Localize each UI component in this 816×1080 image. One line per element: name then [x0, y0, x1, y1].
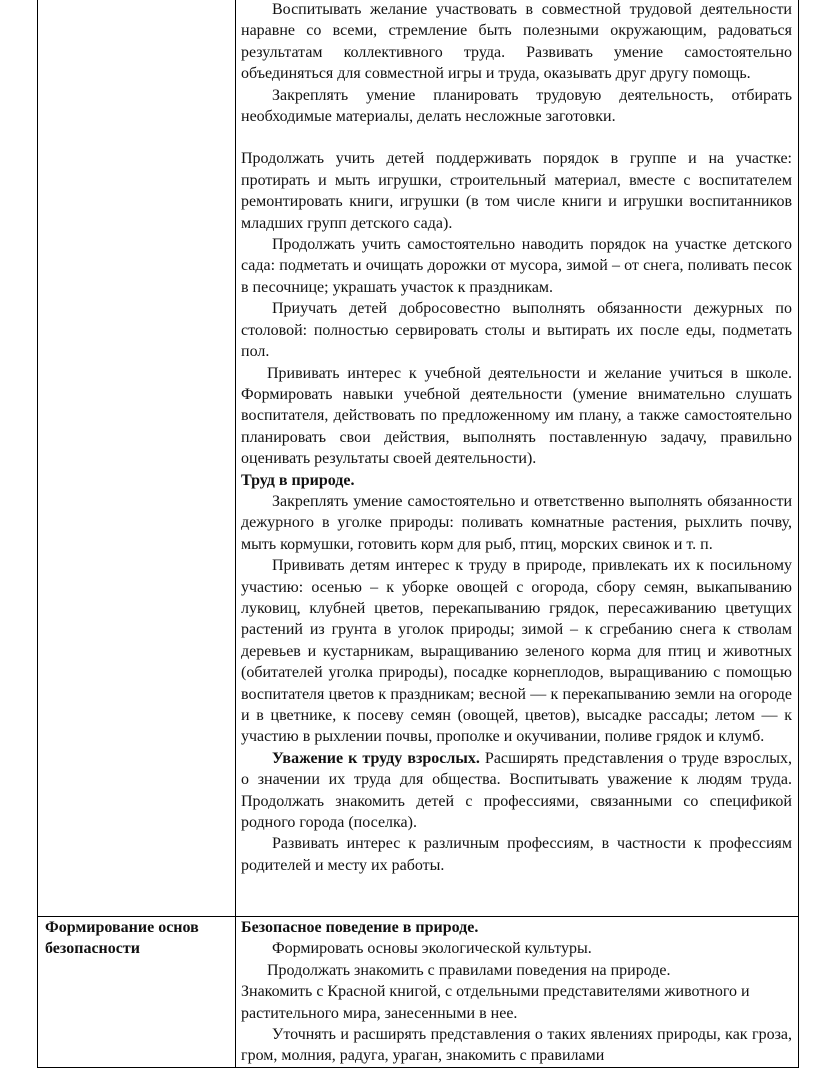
- paragraph: [241, 748, 792, 834]
- section-cell: [38, 0, 236, 917]
- subheading-safe-behavior-in-nature: Безопасное поведение в природе.: [241, 919, 479, 936]
- table-row: [38, 0, 799, 917]
- table-row: [38, 917, 799, 1068]
- paragraph: Воспитывать желание участвовать в совместной трудовой деятельности наравне со всеми, стремление быть полезными окружающим, радоваться результатам коллективного труда. Развивать умение самостоятельно объединяться для совместной игры и труда, оказывать друг другу помощь.: [241, 1, 792, 83]
- paragraph: Приучать детей добросовестно выполнять обязанности дежурных по столовой: полностью сервировать столы и вытирать их после еды, подметать пол.: [241, 300, 792, 361]
- section-title: Формирование основ безопасности: [45, 919, 199, 958]
- paragraph: Закреплять умение самостоятельно и ответственно выполнять обязанности дежурного в уголке природы: поливать комнатные растения, рыхлить почву, мыть кормушки, готовить корм для рыб, птиц, морских свинок и т. п.: [241, 492, 792, 553]
- paragraph: Продолжать знакомить с правилами поведения на природе.: [267, 961, 671, 979]
- paragraph: Развивать интерес к различным профессиям, в частности к профессиям родителей и месту их работы.: [241, 835, 792, 874]
- paragraph: Знакомить с Красной книгой, с отдельными представителями животного и растительного мира, занесенными в нее.: [241, 983, 750, 1022]
- paragraph: Продолжать учить детей поддерживать порядок в группе и на участке: протирать и мыть игрушки, строительный материал, вместе с воспитателем ремонтировать книги, игрушки (в том числе книги и игрушки воспитанников младших групп детского сада).: [241, 150, 792, 232]
- section-cell: [38, 917, 236, 1068]
- paragraph-text: Расширять представления о труде взрослых, о значении их труда для общества. Воспитывать уважение к людям труда. Продолжать знакомить детей с профессиями, связанными со спецификой родного города (поселка).: [241, 749, 792, 832]
- paragraph: Прививать детям интерес к труду в природе, привлекать их к посильному участию: осенью – к уборке овощей с огорода, сбору семян, выкапыванию луковиц, клубней цветов, перекапыванию грядок, пересаживанию цветущих растений из грунта в уголок природы; зимой – к сгребанию снега к стволам деревьев и кустарникам, выращиванию зеленого корма для птиц и животных (обитателей уголка природы), посадке корнеплодов, выращиванию с помощью воспитателя цветов к праздникам; весной — к перекапыванию земли на огороде и в цветнике, к посеву семян (овощей, цветов), высадке рассады; летом — к участию в рыхлении почвы, прополке и окучивании, поливе грядок и клумб.: [241, 557, 792, 746]
- program-table: [37, 0, 799, 1068]
- paragraph: Продолжать учить самостоятельно наводить порядок на участке детского сада: подметать и очищать дорожки от мусора, зимой – от снега, поливать песок в песочнице; украшать участок к праздникам.: [241, 236, 792, 296]
- subheading-respect-for-adult-labor: Уважение к труду взрослых.: [272, 749, 480, 767]
- subheading-labor-in-nature: Труд в природе.: [241, 471, 355, 489]
- paragraph: Формировать основы экологической культуры.: [272, 940, 592, 958]
- paragraph: Прививать интерес к учебной деятельности и желание учиться в школе. Формировать навыки учебной деятельности (умение внимательно слушать воспитателя, действовать по предложенному им плану, а также самостоятельно планировать свои действия, выполнять поставленную задачу, правильно оценивать результаты своей деятельности).: [241, 364, 792, 468]
- paragraph: Уточнять и расширять представления о таких явлениях природы, как гроза, гром, молния, радуга, ураган, знакомить с правилами: [241, 1026, 792, 1065]
- content-cell: [236, 917, 799, 1068]
- paragraph: Закреплять умение планировать трудовую деятельность, отбирать необходимые материалы, делать несложные заготовки.: [241, 86, 792, 126]
- blank-line: [241, 127, 792, 148]
- content-cell: [236, 0, 799, 917]
